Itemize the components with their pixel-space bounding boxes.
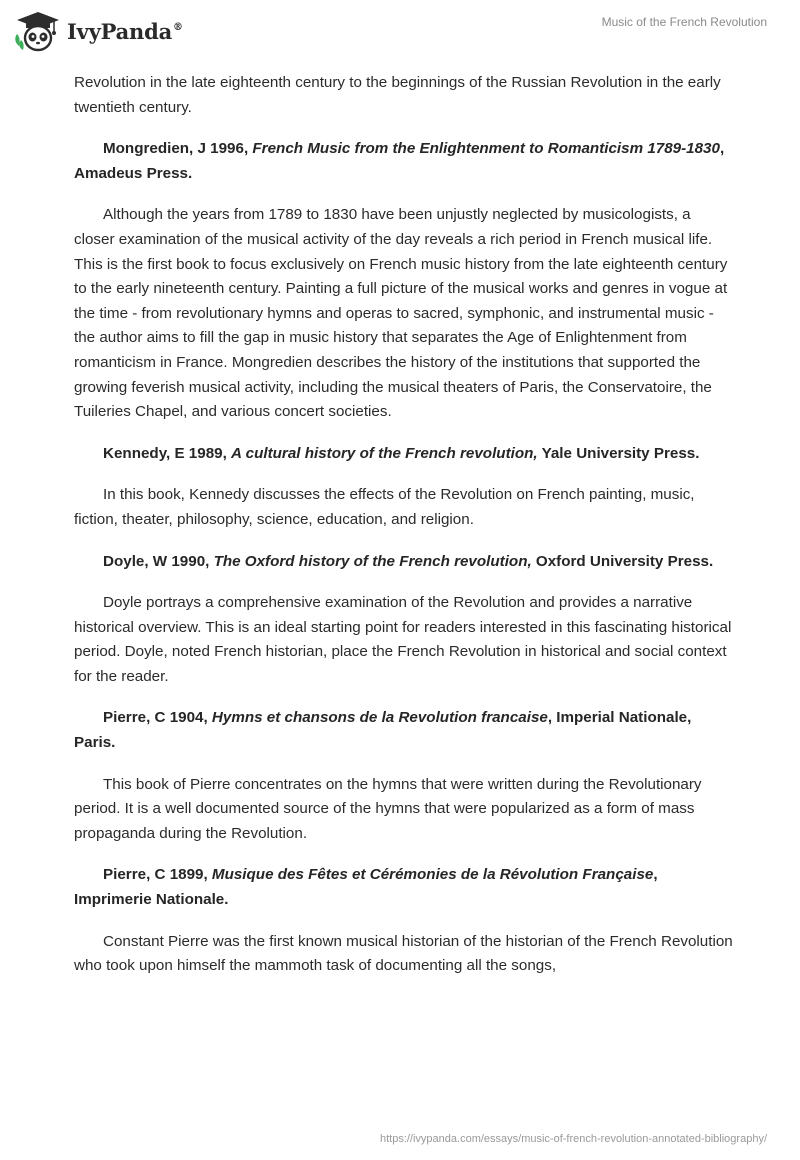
ref-author: Doyle, W 1990,	[103, 552, 214, 570]
ref-title: Hymns et chansons de la Revolution francaise	[211, 709, 548, 727]
annotation-paragraph: In this book, Kennedy discusses the effects of the Revolution on French painting, music, fiction, theater, philosophy, science, education, and religion.	[74, 486, 695, 528]
source-url[interactable]: https://ivypanda.com/essays/music-of-french-revolution-annotated-bibliography/	[379, 1133, 767, 1145]
ref-title: The Oxford history of the French revolution,	[213, 552, 532, 570]
logo-text: IvyPanda®	[67, 18, 183, 44]
annotation-paragraph: This book of Pierre concentrates on the hymns that were written during the Revolutionary period. It is a well documented source of the hymns that were popularized as a form of mass propaganda during the Revolution.	[74, 775, 702, 842]
ref-publisher: , Amadeus Press.	[74, 140, 725, 182]
registered-mark: ®	[173, 21, 183, 33]
ref-title: Musique des Fêtes et Cérémonies de la Révolution Française	[211, 866, 654, 884]
annotation-paragraph: Constant Pierre was the first known musical historian of the historian of the French Revolution who took upon himself the mammoth task of documenting all the songs,	[74, 932, 733, 975]
ref-author: Kennedy, E 1989,	[103, 444, 232, 462]
ref-title: A cultural history of the French revolution,	[231, 444, 538, 462]
document-title: Music of the French Revolution	[601, 15, 767, 29]
ref-publisher: Yale University Press.	[537, 444, 700, 462]
annotation-paragraph: Doyle portrays a comprehensive examination of the Revolution and provides a narrative historical overview. This is an ideal starting point for readers interested in this fascinating historical period. Doyle, noted French historian, place the French Revolution in historical and social context for the reader.	[74, 594, 732, 685]
panda-graduate-icon	[14, 10, 62, 52]
reference-entry	[74, 137, 734, 186]
page-header	[0, 0, 800, 64]
ref-author: Mongredien, J 1996,	[103, 140, 253, 158]
reference-entry	[74, 442, 734, 467]
ref-author: Pierre, C 1899,	[103, 866, 212, 884]
reference-entry	[74, 550, 734, 575]
intro-continuation: Revolution in the late eighteenth century to the beginnings of the Russian Revolution in the early twentieth century.	[74, 74, 721, 116]
reference-entry	[74, 863, 734, 912]
ivypanda-logo[interactable]	[14, 10, 183, 52]
ref-author: Pierre, C 1904,	[103, 709, 212, 727]
ref-publisher: Oxford University Press.	[531, 552, 714, 570]
ref-title: French Music from the Enlightenment to Romanticism 1789-1830	[252, 140, 720, 158]
annotation-paragraph: Although the years from 1789 to 1830 have been unjustly neglected by musicologists, a closer examination of the musical activity of the day reveals a rich period in French musical life. This is the first book to focus exclusively on French music history from the late eighteenth century to the early nineteenth century. Painting a full picture of the musical works and genres in vogue at the time - from revolutionary hymns and operas to sacred, symphonic, and instrumental music - the author aims to fill the gap in music history that separates the Age of Enlightenment from romanticism in France. Mongredien describes the history of the institutions that supported the growing feverish musical activity, including the musical theaters of Paris, the Conservatoire, the Tuileries Chapel, and various concert societies.	[74, 206, 728, 421]
bibliography-content	[74, 71, 734, 996]
ref-publisher: , Imprimerie Nationale.	[74, 866, 658, 909]
ref-publisher: , Imperial Nationale, Paris.	[74, 709, 692, 752]
reference-entry	[74, 706, 734, 755]
